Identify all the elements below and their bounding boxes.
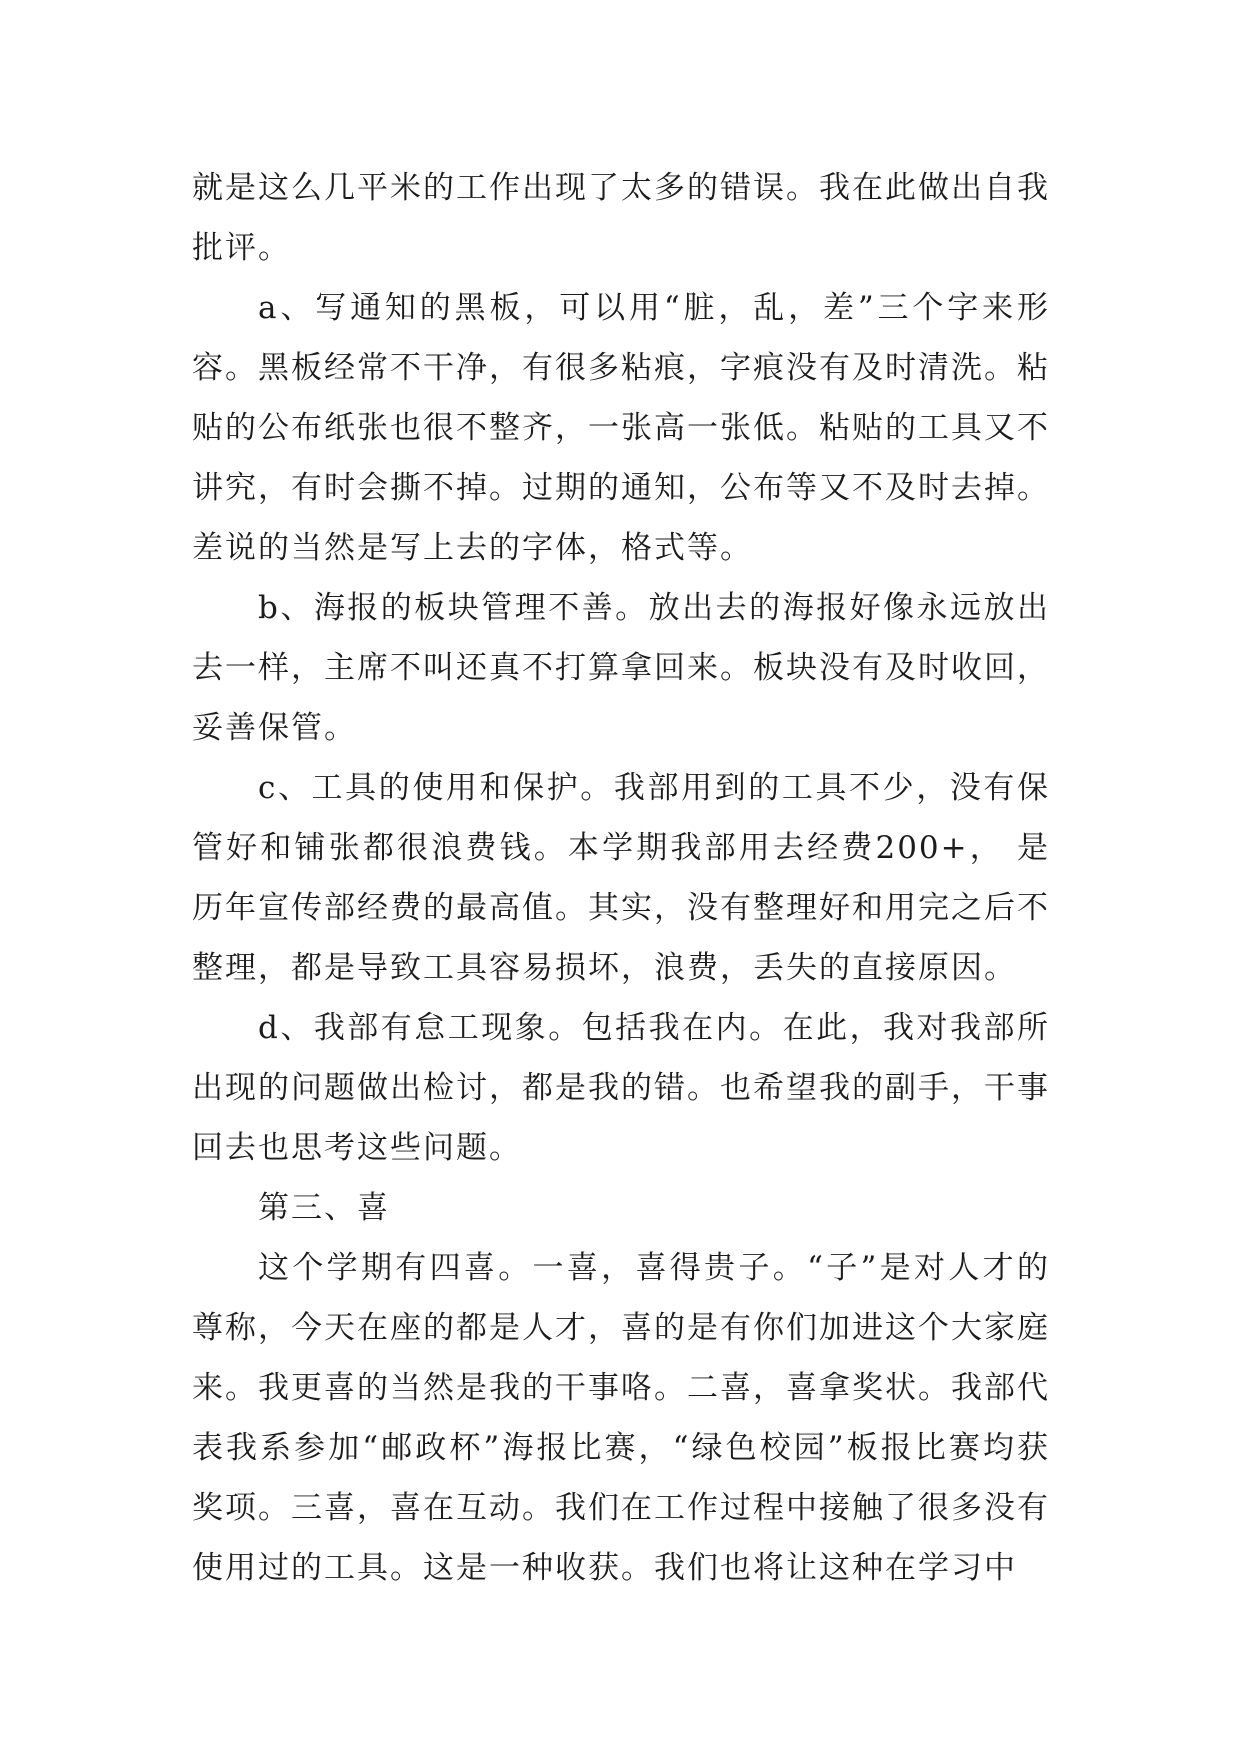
paragraph-item-a: a、写通知的黑板，可以用“脏，乱，差”三个字来形容。黑板经常不干净，有很多粘痕，字痕没有及时清洗。粘贴的公布纸张也很不整齐，一张高一张低。粘贴的工具又不讲究，有时会撕不掉。过期的通知，公布等又不及时去掉。差说的当然是写上去的字体，格式等。 [192,290,1050,566]
paragraph-item-b: b、海报的板块管理不善。放出去的海报好像永远放出去一样，主席不叫还真不打算拿回来。板块没有及时收回，妥善保管。 [192,590,1050,746]
section-heading-third: 第三、喜 [258,1190,390,1226]
paragraph-item-c: c、工具的使用和保护。我部用到的工具不少，没有保管好和铺张都很浪费钱。本学期我部用去经费200+， 是历年宣传部经费的最高值。其实，没有整理好和用完之后不整理，都是导致工具容易损坏，浪费，丢失的直接原因。 [192,770,1050,986]
document-body [192,158,1050,1598]
paragraph-four-joys: 这个学期有四喜。一喜，喜得贵子。“子”是对人才的尊称，今天在座的都是人才，喜的是有你们加进这个大家庭来。我更喜的当然是我的干事咯。二喜，喜拿奖状。我部代表我系参加“邮政杯”海报比赛，“绿色校园”板报比赛均获奖项。三喜，喜在互动。我们在工作过程中接触了很多没有使用过的工具。这是一种收获。我们也将让这种在学习中 [192,1250,1050,1586]
paragraph-item-d: d、我部有怠工现象。包括我在内。在此，我对我部所出现的问题做出检讨，都是我的错。也希望我的副手，干事回去也思考这些问题。 [192,1010,1050,1166]
paragraph-intro: 就是这么几平米的工作出现了太多的错误。我在此做出自我批评。 [192,170,1050,266]
